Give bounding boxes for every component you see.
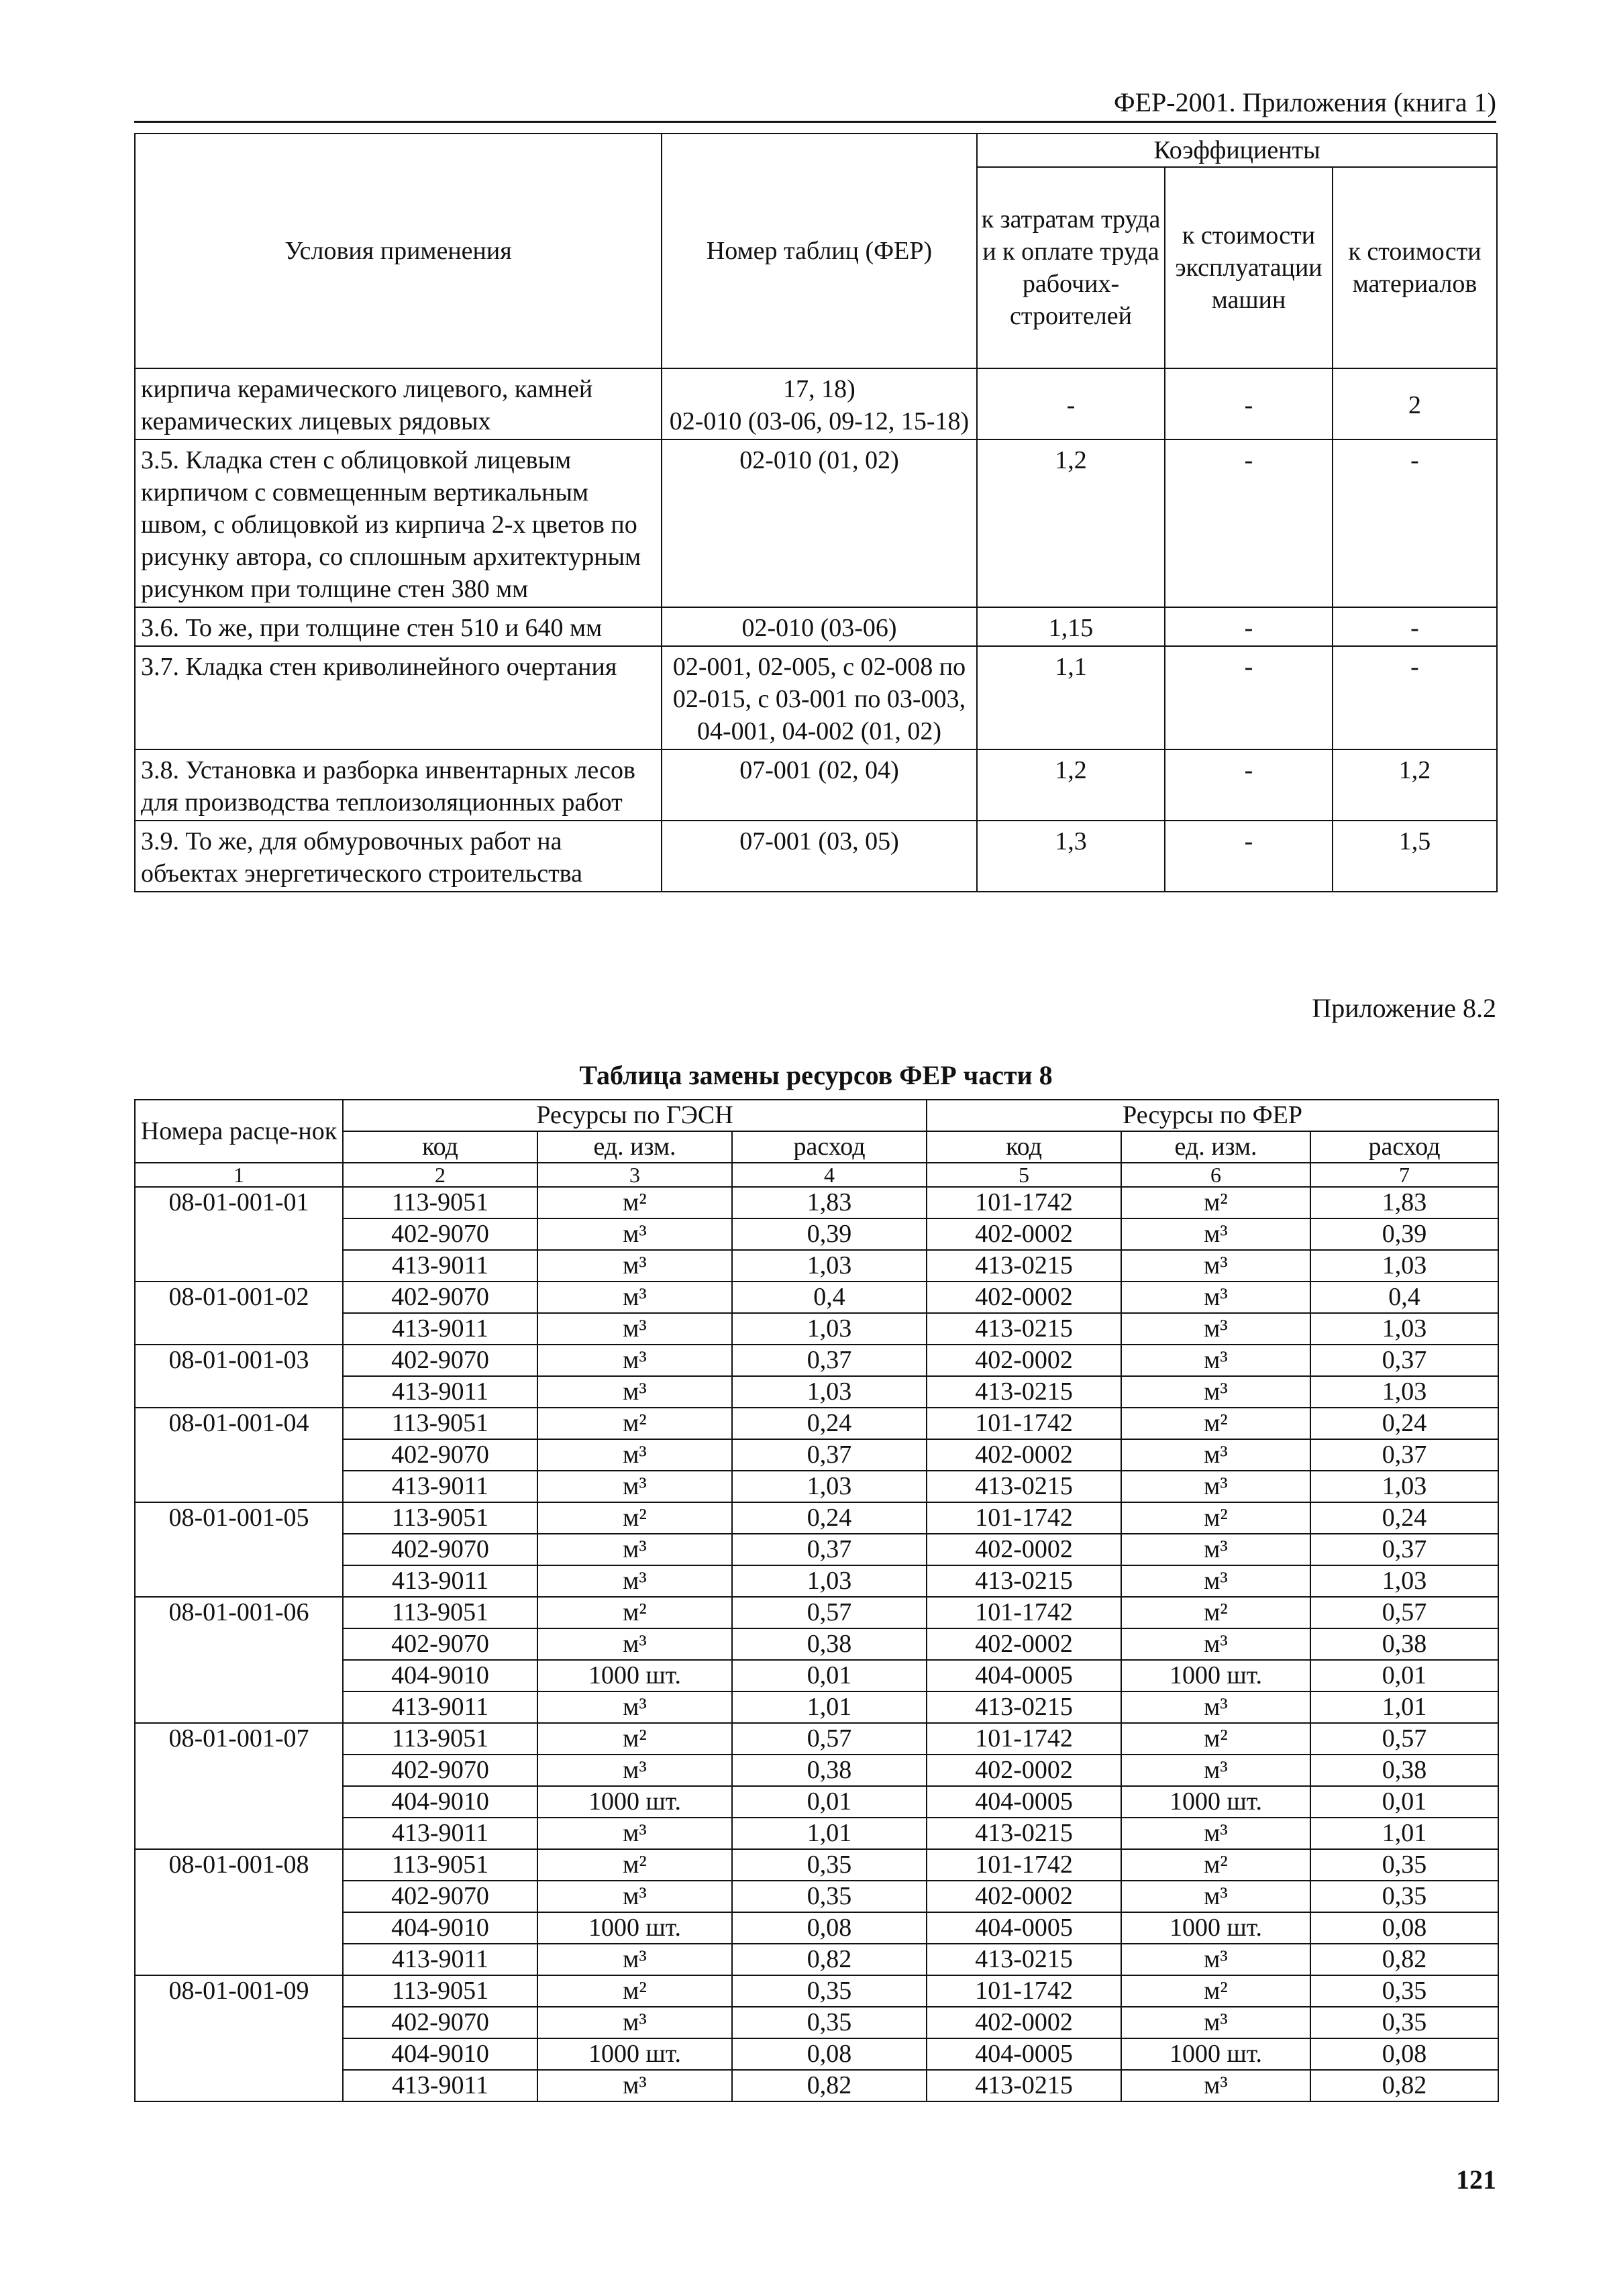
materials-cell: -: [1333, 607, 1497, 646]
gesn-unit-cell: м³: [537, 1628, 732, 1660]
fer-code-cell: 413-0215: [927, 1313, 1121, 1345]
fer-unit-cell: м³: [1121, 1282, 1310, 1313]
gesn-code-cell: 413-9011: [343, 1691, 537, 1723]
fer-unit-cell: м³: [1121, 1944, 1310, 1975]
rate-code-cell: 08-01-001-03: [135, 1345, 343, 1408]
resources-table-caption: Таблица замены ресурсов ФЕР части 8: [579, 1060, 1053, 1090]
gesn-unit-cell: м²: [537, 1597, 732, 1628]
rate-code-cell: 08-01-001-06: [135, 1597, 343, 1723]
condition-cell: 3.9. То же, для обмуровочных работ на объектах энергетического строительства: [135, 821, 662, 892]
gesn-code-cell: 413-9011: [343, 1471, 537, 1502]
rate-code-cell: 08-01-001-09: [135, 1975, 343, 2101]
tables-cell-main: 02-010 (03-06, 09-12, 15-18): [669, 407, 970, 435]
gesn-consumption-cell: 0,01: [732, 1786, 927, 1818]
fer-unit-cell: м²: [1121, 1597, 1310, 1628]
header-rate-numbers: Номера расце-нок: [135, 1100, 343, 1163]
condition-cell: 3.7. Кладка стен криволинейного очертания: [135, 646, 662, 749]
materials-cell: 2: [1333, 368, 1497, 439]
fer-unit-cell: м²: [1121, 1975, 1310, 2007]
gesn-unit-cell: м²: [537, 1975, 732, 2007]
gesn-unit-cell: м³: [537, 2070, 732, 2101]
labor-cell: 1,15: [977, 607, 1165, 646]
gesn-consumption-cell: 0,37: [732, 1345, 927, 1376]
fer-consumption-cell: 0,37: [1310, 1534, 1498, 1565]
tables-cell: 02-010 (01, 02): [662, 439, 977, 607]
gesn-consumption-cell: 1,03: [732, 1313, 927, 1345]
column-number: 5: [927, 1163, 1121, 1187]
coefficients-table: [134, 133, 1498, 892]
fer-unit-cell: 1000 шт.: [1121, 1912, 1310, 1944]
fer-consumption-cell: 0,35: [1310, 1849, 1498, 1881]
tables-cell: 02-010 (03-06): [662, 607, 977, 646]
fer-code-cell: 402-0002: [927, 1628, 1121, 1660]
header-fer-consumption: расход: [1310, 1131, 1498, 1163]
gesn-consumption-cell: 0,35: [732, 1849, 927, 1881]
gesn-code-cell: 402-9070: [343, 1534, 537, 1565]
fer-unit-cell: м³: [1121, 1818, 1310, 1849]
fer-consumption-cell: 0,08: [1310, 2038, 1498, 2070]
fer-consumption-cell: 0,24: [1310, 1408, 1498, 1439]
gesn-unit-cell: 1000 шт.: [537, 1786, 732, 1818]
condition-cell: 3.6. То же, при толщине стен 510 и 640 мм: [135, 607, 662, 646]
gesn-consumption-cell: 0,35: [732, 1881, 927, 1912]
gesn-code-cell: 413-9011: [343, 1376, 537, 1408]
fer-code-cell: 402-0002: [927, 1755, 1121, 1786]
column-number: 2: [343, 1163, 537, 1187]
gesn-unit-cell: м³: [537, 1944, 732, 1975]
tables-cell: 07-001 (03, 05): [662, 821, 977, 892]
gesn-unit-cell: м³: [537, 1250, 732, 1282]
labor-cell: 1,3: [977, 821, 1165, 892]
gesn-consumption-cell: 0,37: [732, 1439, 927, 1471]
fer-consumption-cell: 0,57: [1310, 1723, 1498, 1755]
gesn-unit-cell: м²: [537, 1849, 732, 1881]
fer-consumption-cell: 1,03: [1310, 1376, 1498, 1408]
table-row: [135, 1187, 1498, 1218]
gesn-consumption-cell: 1,83: [732, 1187, 927, 1218]
labor-cell: 1,2: [977, 749, 1165, 821]
gesn-consumption-cell: 0,82: [732, 2070, 927, 2101]
gesn-unit-cell: 1000 шт.: [537, 2038, 732, 2070]
page-number: 121: [1456, 2164, 1496, 2195]
column-number: 7: [1310, 1163, 1498, 1187]
gesn-consumption-cell: 0,57: [732, 1723, 927, 1755]
gesn-consumption-cell: 1,03: [732, 1565, 927, 1597]
fer-code-cell: 101-1742: [927, 1723, 1121, 1755]
fer-unit-cell: м³: [1121, 1755, 1310, 1786]
fer-code-cell: 101-1742: [927, 1849, 1121, 1881]
machines-cell: -: [1165, 646, 1333, 749]
fer-consumption-cell: 1,03: [1310, 1565, 1498, 1597]
gesn-consumption-cell: 1,01: [732, 1818, 927, 1849]
gesn-code-cell: 113-9051: [343, 1187, 537, 1218]
header-fer: Ресурсы по ФЕР: [927, 1100, 1498, 1131]
fer-code-cell: 413-0215: [927, 1565, 1121, 1597]
header-machines: к стоимости эксплуатации машин: [1165, 167, 1333, 368]
gesn-consumption-cell: 0,82: [732, 1944, 927, 1975]
gesn-consumption-cell: 0,37: [732, 1534, 927, 1565]
labor-cell: 1,1: [977, 646, 1165, 749]
header-labor: к затратам труда и к оплате труда рабочих-строителей: [977, 167, 1165, 368]
fer-code-cell: 404-0005: [927, 1786, 1121, 1818]
fer-unit-cell: м²: [1121, 1408, 1310, 1439]
gesn-unit-cell: м³: [537, 1881, 732, 1912]
rate-code-cell: 08-01-001-04: [135, 1408, 343, 1502]
gesn-code-cell: 404-9010: [343, 1786, 537, 1818]
fer-code-cell: 404-0005: [927, 2038, 1121, 2070]
gesn-consumption-cell: 0,01: [732, 1660, 927, 1691]
gesn-consumption-cell: 0,35: [732, 2007, 927, 2038]
gesn-unit-cell: м³: [537, 1218, 732, 1250]
fer-code-cell: 402-0002: [927, 2007, 1121, 2038]
gesn-code-cell: 413-9011: [343, 1250, 537, 1282]
gesn-unit-cell: м³: [537, 1565, 732, 1597]
fer-consumption-cell: 0,24: [1310, 1502, 1498, 1534]
fer-consumption-cell: 0,01: [1310, 1660, 1498, 1691]
table-row: [135, 1723, 1498, 1755]
machines-cell: -: [1165, 439, 1333, 607]
fer-unit-cell: м³: [1121, 1471, 1310, 1502]
fer-unit-cell: м³: [1121, 1565, 1310, 1597]
gesn-consumption-cell: 0,24: [732, 1408, 927, 1439]
gesn-consumption-cell: 0,39: [732, 1218, 927, 1250]
fer-code-cell: 413-0215: [927, 2070, 1121, 2101]
rate-code-cell: 08-01-001-02: [135, 1282, 343, 1345]
table-row: [135, 1502, 1498, 1534]
gesn-consumption-cell: 0,35: [732, 1975, 927, 2007]
fer-consumption-cell: 1,01: [1310, 1691, 1498, 1723]
fer-unit-cell: м³: [1121, 1250, 1310, 1282]
gesn-code-cell: 413-9011: [343, 1944, 537, 1975]
gesn-unit-cell: м³: [537, 1282, 732, 1313]
gesn-unit-cell: м³: [537, 1471, 732, 1502]
table-row: [135, 1597, 1498, 1628]
fer-consumption-cell: 0,4: [1310, 1282, 1498, 1313]
running-header: ФЕР-2001. Приложения (книга 1): [1114, 87, 1496, 117]
fer-code-cell: 101-1742: [927, 1597, 1121, 1628]
condition-cell: кирпича керамического лицевого, камней керамических лицевых рядовых: [135, 368, 662, 439]
condition-cell: 3.5. Кладка стен с облицовкой лицевым кирпичом с совмещенным вертикальным швом, с облицовкой из кирпича 2-х цветов по рисунку автора, со сплошным архитектурным рисунком при толщине стен 380 мм: [135, 439, 662, 607]
fer-consumption-cell: 0,82: [1310, 2070, 1498, 2101]
coef-row: [135, 439, 1497, 607]
header-rule: [134, 121, 1496, 123]
gesn-code-cell: 402-9070: [343, 1755, 537, 1786]
gesn-unit-cell: м³: [537, 1755, 732, 1786]
fer-unit-cell: 1000 шт.: [1121, 1786, 1310, 1818]
fer-code-cell: 402-0002: [927, 1439, 1121, 1471]
materials-cell: 1,5: [1333, 821, 1497, 892]
gesn-code-cell: 113-9051: [343, 1975, 537, 2007]
gesn-consumption-cell: 0,38: [732, 1628, 927, 1660]
gesn-code-cell: 402-9070: [343, 1218, 537, 1250]
fer-code-cell: 402-0002: [927, 1881, 1121, 1912]
materials-cell: 1,2: [1333, 749, 1497, 821]
fer-consumption-cell: 0,37: [1310, 1345, 1498, 1376]
gesn-unit-cell: м²: [537, 1187, 732, 1218]
materials-cell: -: [1333, 439, 1497, 607]
fer-code-cell: 101-1742: [927, 1502, 1121, 1534]
gesn-unit-cell: м³: [537, 1345, 732, 1376]
fer-code-cell: 101-1742: [927, 1408, 1121, 1439]
gesn-unit-cell: м²: [537, 1723, 732, 1755]
gesn-code-cell: 113-9051: [343, 1849, 537, 1881]
fer-unit-cell: м³: [1121, 1534, 1310, 1565]
gesn-code-cell: 113-9051: [343, 1502, 537, 1534]
header-conditions: Условия применения: [135, 134, 662, 368]
appendix-label: Приложение 8.2: [1312, 993, 1496, 1023]
machines-cell: -: [1165, 607, 1333, 646]
gesn-code-cell: 402-9070: [343, 1439, 537, 1471]
machines-cell: -: [1165, 368, 1333, 439]
table-row: [135, 1345, 1498, 1376]
fer-code-cell: 402-0002: [927, 1218, 1121, 1250]
gesn-code-cell: 402-9070: [343, 1282, 537, 1313]
fer-consumption-cell: 0,01: [1310, 1786, 1498, 1818]
gesn-code-cell: 413-9011: [343, 1313, 537, 1345]
tables-cell: 02-001, 02-005, с 02-008 по 02-015, с 03-001 по 03-003, 04-001, 04-002 (01, 02): [662, 646, 977, 749]
fer-consumption-cell: 0,35: [1310, 2007, 1498, 2038]
tables-cell: 07-001 (02, 04): [662, 749, 977, 821]
gesn-consumption-cell: 1,03: [732, 1376, 927, 1408]
fer-code-cell: 413-0215: [927, 1691, 1121, 1723]
gesn-unit-cell: 1000 шт.: [537, 1660, 732, 1691]
column-number: 6: [1121, 1163, 1310, 1187]
coef-row: [135, 821, 1497, 892]
gesn-code-cell: 404-9010: [343, 2038, 537, 2070]
fer-unit-cell: м²: [1121, 1187, 1310, 1218]
fer-unit-cell: м²: [1121, 1502, 1310, 1534]
gesn-code-cell: 113-9051: [343, 1723, 537, 1755]
gesn-unit-cell: м²: [537, 1502, 732, 1534]
gesn-unit-cell: м³: [537, 1534, 732, 1565]
coef-row: [135, 607, 1497, 646]
coef-row: [135, 749, 1497, 821]
gesn-code-cell: 404-9010: [343, 1660, 537, 1691]
gesn-unit-cell: м³: [537, 1313, 732, 1345]
table-row: [135, 1849, 1498, 1881]
fer-code-cell: 101-1742: [927, 1187, 1121, 1218]
resources-table: [134, 1099, 1499, 2102]
gesn-consumption-cell: 0,08: [732, 1912, 927, 1944]
gesn-consumption-cell: 0,38: [732, 1755, 927, 1786]
fer-code-cell: 413-0215: [927, 1944, 1121, 1975]
fer-code-cell: 101-1742: [927, 1975, 1121, 2007]
column-number: 1: [135, 1163, 343, 1187]
fer-consumption-cell: 1,03: [1310, 1471, 1498, 1502]
fer-code-cell: 413-0215: [927, 1376, 1121, 1408]
gesn-code-cell: 402-9070: [343, 1628, 537, 1660]
table-row: [135, 1975, 1498, 2007]
machines-cell: -: [1165, 821, 1333, 892]
fer-code-cell: 413-0215: [927, 1818, 1121, 1849]
header-gesn-consumption: расход: [732, 1131, 927, 1163]
column-numbers-row: [135, 1163, 1498, 1187]
coef-row: [135, 646, 1497, 749]
gesn-code-cell: 402-9070: [343, 1345, 537, 1376]
gesn-consumption-cell: 1,03: [732, 1471, 927, 1502]
fer-consumption-cell: 0,08: [1310, 1912, 1498, 1944]
fer-consumption-cell: 0,38: [1310, 1755, 1498, 1786]
gesn-consumption-cell: 1,01: [732, 1691, 927, 1723]
header-table-numbers: Номер таблиц (ФЕР): [662, 134, 977, 368]
gesn-consumption-cell: 0,4: [732, 1282, 927, 1313]
gesn-consumption-cell: 0,57: [732, 1597, 927, 1628]
labor-cell: 1,2: [977, 439, 1165, 607]
fer-unit-cell: м³: [1121, 2007, 1310, 2038]
gesn-code-cell: 113-9051: [343, 1597, 537, 1628]
header-fer-code: код: [927, 1131, 1121, 1163]
fer-code-cell: 402-0002: [927, 1534, 1121, 1565]
fer-code-cell: 404-0005: [927, 1660, 1121, 1691]
fer-consumption-cell: 0,57: [1310, 1597, 1498, 1628]
fer-unit-cell: м³: [1121, 1691, 1310, 1723]
gesn-unit-cell: 1000 шт.: [537, 1912, 732, 1944]
fer-unit-cell: м²: [1121, 1849, 1310, 1881]
fer-consumption-cell: 0,38: [1310, 1628, 1498, 1660]
fer-unit-cell: 1000 шт.: [1121, 2038, 1310, 2070]
fer-code-cell: 402-0002: [927, 1282, 1121, 1313]
fer-unit-cell: м³: [1121, 1628, 1310, 1660]
fer-consumption-cell: 0,35: [1310, 1975, 1498, 2007]
fer-unit-cell: м³: [1121, 1345, 1310, 1376]
fer-unit-cell: м²: [1121, 1723, 1310, 1755]
tables-cell: [662, 368, 977, 439]
fer-consumption-cell: 1,83: [1310, 1187, 1498, 1218]
gesn-code-cell: 413-9011: [343, 2070, 537, 2101]
gesn-code-cell: 402-9070: [343, 2007, 537, 2038]
fer-unit-cell: м³: [1121, 1376, 1310, 1408]
rate-code-cell: 08-01-001-05: [135, 1502, 343, 1597]
gesn-consumption-cell: 1,03: [732, 1250, 927, 1282]
labor-cell: -: [977, 368, 1165, 439]
fer-unit-cell: м³: [1121, 1218, 1310, 1250]
fer-unit-cell: 1000 шт.: [1121, 1660, 1310, 1691]
fer-unit-cell: м³: [1121, 1439, 1310, 1471]
gesn-unit-cell: м³: [537, 2007, 732, 2038]
header-gesn: Ресурсы по ГЭСН: [343, 1100, 927, 1131]
gesn-unit-cell: м³: [537, 1818, 732, 1849]
table-row: [135, 1408, 1498, 1439]
gesn-code-cell: 404-9010: [343, 1912, 537, 1944]
rate-code-cell: 08-01-001-01: [135, 1187, 343, 1282]
header-coefficients: Коэффициенты: [977, 134, 1497, 167]
tables-cell-top: 17, 18): [783, 375, 855, 403]
header-gesn-code: код: [343, 1131, 537, 1163]
fer-consumption-cell: 0,39: [1310, 1218, 1498, 1250]
column-number: 3: [537, 1163, 732, 1187]
rate-code-cell: 08-01-001-07: [135, 1723, 343, 1849]
column-number: 4: [732, 1163, 927, 1187]
fer-consumption-cell: 0,82: [1310, 1944, 1498, 1975]
gesn-code-cell: 413-9011: [343, 1565, 537, 1597]
gesn-consumption-cell: 0,24: [732, 1502, 927, 1534]
fer-unit-cell: м³: [1121, 2070, 1310, 2101]
fer-consumption-cell: 0,37: [1310, 1439, 1498, 1471]
table-row: [135, 1282, 1498, 1313]
fer-code-cell: 404-0005: [927, 1912, 1121, 1944]
gesn-code-cell: 113-9051: [343, 1408, 537, 1439]
gesn-unit-cell: м²: [537, 1408, 732, 1439]
fer-consumption-cell: 1,03: [1310, 1313, 1498, 1345]
gesn-code-cell: 413-9011: [343, 1818, 537, 1849]
materials-cell: -: [1333, 646, 1497, 749]
fer-code-cell: 413-0215: [927, 1471, 1121, 1502]
fer-consumption-cell: 0,35: [1310, 1881, 1498, 1912]
fer-unit-cell: м³: [1121, 1881, 1310, 1912]
gesn-code-cell: 402-9070: [343, 1881, 537, 1912]
gesn-consumption-cell: 0,08: [732, 2038, 927, 2070]
condition-cell: 3.8. Установка и разборка инвентарных лесов для производства теплоизоляционных работ: [135, 749, 662, 821]
fer-unit-cell: м³: [1121, 1313, 1310, 1345]
header-materials: к стоимости материалов: [1333, 167, 1497, 368]
header-gesn-unit: ед. изм.: [537, 1131, 732, 1163]
fer-code-cell: 413-0215: [927, 1250, 1121, 1282]
machines-cell: -: [1165, 749, 1333, 821]
gesn-unit-cell: м³: [537, 1376, 732, 1408]
coef-row-continuation: [135, 368, 1497, 439]
fer-consumption-cell: 1,01: [1310, 1818, 1498, 1849]
gesn-unit-cell: м³: [537, 1439, 732, 1471]
header-fer-unit: ед. изм.: [1121, 1131, 1310, 1163]
gesn-unit-cell: м³: [537, 1691, 732, 1723]
fer-code-cell: 402-0002: [927, 1345, 1121, 1376]
rate-code-cell: 08-01-001-08: [135, 1849, 343, 1975]
fer-consumption-cell: 1,03: [1310, 1250, 1498, 1282]
